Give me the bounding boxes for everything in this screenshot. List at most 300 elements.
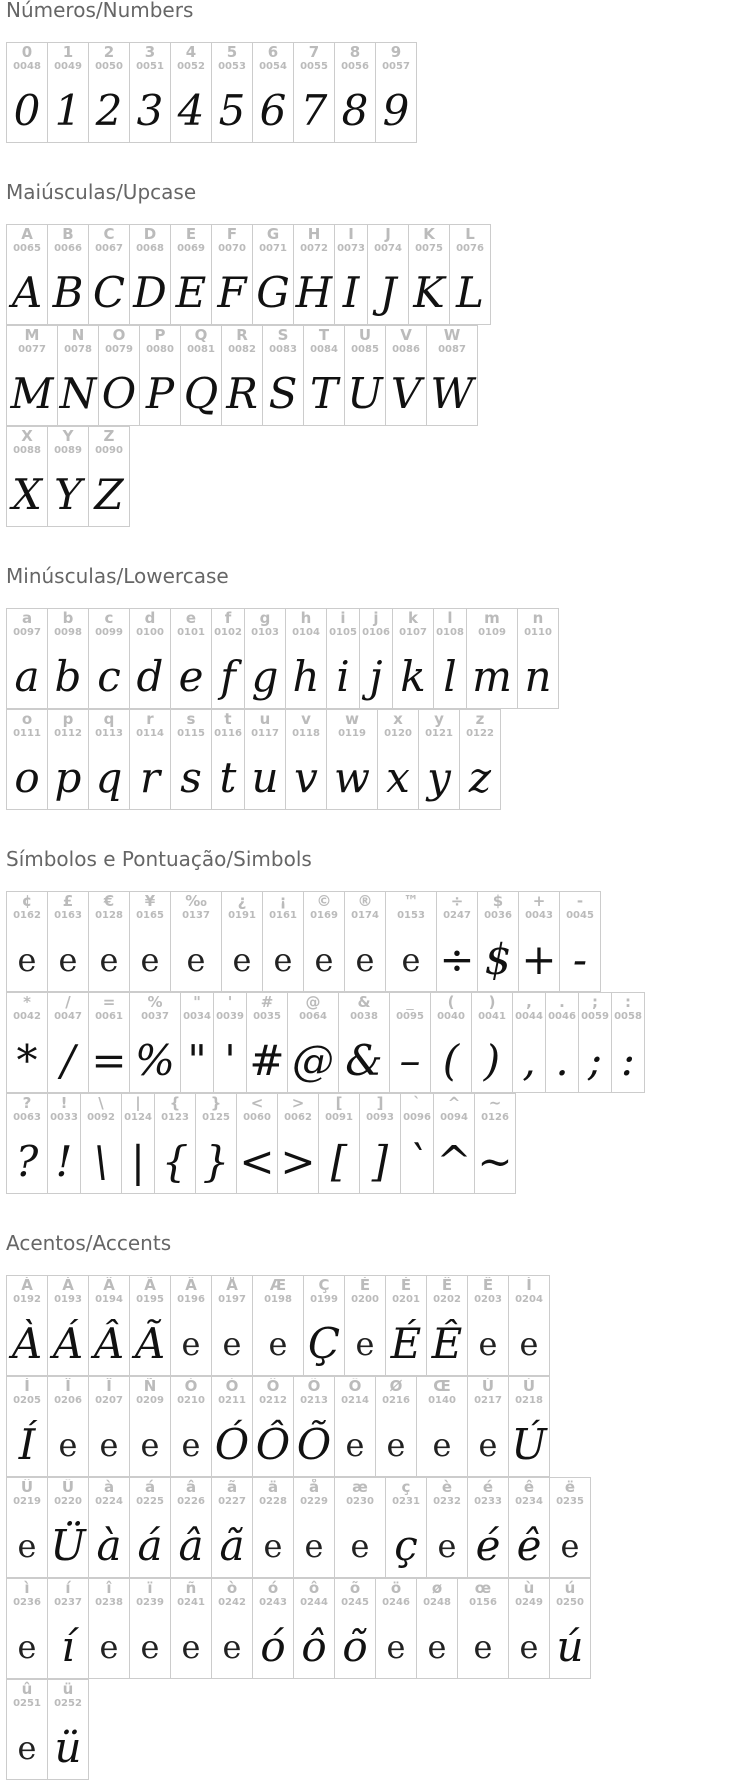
glyph-code: 0207 — [95, 1395, 123, 1406]
glyph-label: < — [250, 1095, 264, 1111]
glyph-code: 0126 — [481, 1112, 509, 1123]
glyph-label: œ — [474, 1580, 492, 1596]
glyph-cell — [416, 1376, 468, 1477]
glyph-cell — [170, 891, 222, 992]
glyph-cell — [512, 992, 546, 1093]
glyph-sample: * — [16, 1036, 38, 1085]
glyph-code: 0038 — [350, 1011, 378, 1022]
glyph-code: 0093 — [366, 1112, 394, 1123]
glyph-code: 0057 — [382, 61, 410, 72]
glyph-label: ù — [523, 1580, 535, 1596]
glyph-sample: à — [96, 1521, 122, 1570]
glyph-code: 0064 — [299, 1011, 327, 1022]
glyph-code: 0094 — [440, 1112, 468, 1123]
glyph-sample: z — [468, 753, 492, 802]
glyph-cell — [252, 224, 294, 325]
glyph-label: z — [475, 711, 485, 727]
glyph-cell — [129, 992, 181, 1093]
glyph-cell — [170, 709, 212, 810]
glyph-label: y — [434, 711, 444, 727]
glyph-label: ê — [523, 1479, 535, 1495]
glyph-sample: { — [161, 1137, 189, 1186]
glyph-cell — [6, 325, 58, 426]
glyph-label: å — [308, 1479, 320, 1495]
glyph-sample: w — [334, 753, 370, 802]
glyph-label: 1 — [62, 44, 74, 60]
glyph-cell — [375, 42, 417, 143]
glyph-code: 0128 — [95, 910, 123, 921]
glyph-code: 0075 — [415, 243, 443, 254]
glyph-label: " — [193, 994, 201, 1010]
glyph-cell — [47, 608, 89, 709]
glyph-label: ; — [592, 994, 598, 1010]
glyph-label: T — [318, 327, 330, 343]
glyph-label: - — [576, 893, 584, 909]
glyph-code: 0035 — [253, 1011, 281, 1022]
glyph-cell — [262, 325, 304, 426]
glyph-code: 0211 — [218, 1395, 246, 1406]
glyph-sample: i — [336, 652, 350, 701]
glyph-sample: e — [17, 1729, 37, 1767]
glyph-sample: : — [620, 1036, 636, 1085]
glyph-code: 0137 — [182, 910, 210, 921]
glyph-cell — [180, 325, 222, 426]
glyph-label: S — [277, 327, 289, 343]
glyph-cell — [88, 1578, 130, 1679]
glyph-code: 0091 — [325, 1112, 353, 1123]
glyph-label: w — [345, 711, 359, 727]
glyph-label: 8 — [349, 44, 361, 60]
glyph-sample: e — [432, 1426, 452, 1464]
glyph-label: d — [144, 610, 156, 626]
glyph-label: H — [307, 226, 321, 242]
glyph-sample: ~ — [477, 1137, 513, 1186]
glyph-label: ( — [447, 994, 455, 1010]
glyph-cell — [6, 1376, 48, 1477]
glyph-sample: % — [135, 1036, 175, 1085]
glyph-label: ¡ — [279, 893, 287, 909]
glyph-cell — [559, 891, 601, 992]
glyph-code: 0056 — [341, 61, 369, 72]
glyph-sample: Ú — [511, 1420, 547, 1469]
glyph-label: ¿ — [237, 893, 247, 909]
glyph-label: ÷ — [450, 893, 464, 909]
glyph-sample: | — [130, 1137, 146, 1186]
glyph-sample: y — [427, 753, 451, 802]
glyph-code: 0040 — [437, 1011, 465, 1022]
glyph-sample: Z — [94, 470, 124, 519]
glyph-sample: Ç — [307, 1319, 341, 1368]
glyph-sample: e — [17, 1527, 37, 1565]
glyph-sample: b — [54, 652, 82, 701]
glyph-label: k — [408, 610, 418, 626]
glyph-code: 0052 — [177, 61, 205, 72]
glyph-code: 0079 — [105, 344, 133, 355]
glyph-label: õ — [349, 1580, 361, 1596]
glyph-label: V — [400, 327, 412, 343]
glyph-cell — [211, 608, 245, 709]
glyph-sample: ó — [260, 1622, 286, 1671]
glyph-label: Õ — [307, 1378, 321, 1394]
glyph-code: 0217 — [474, 1395, 502, 1406]
glyph-code: 0050 — [95, 61, 123, 72]
glyph-cell — [6, 992, 48, 1093]
glyph-sample: ) — [483, 1036, 501, 1085]
glyph-sample: K — [413, 268, 445, 317]
glyph-label: { — [169, 1095, 181, 1111]
glyph-code: 0058 — [614, 1011, 642, 1022]
glyph-cell — [129, 42, 171, 143]
glyph-cell — [6, 1477, 48, 1578]
glyph-label: é — [482, 1479, 494, 1495]
glyph-label: D — [143, 226, 157, 242]
glyph-cell — [359, 1093, 401, 1194]
glyph-label: Î — [65, 1378, 71, 1394]
glyph-label: i — [340, 610, 346, 626]
glyph-sample: Y — [54, 470, 82, 519]
glyph-code: 0241 — [177, 1597, 205, 1608]
glyph-cell — [47, 1376, 89, 1477]
glyph-label: J — [385, 226, 391, 242]
glyph-cell — [344, 325, 386, 426]
glyph-cell — [154, 1093, 196, 1194]
glyph-sample: O — [101, 369, 137, 418]
glyph-cell — [471, 992, 513, 1093]
glyph-sample: " — [187, 1036, 207, 1085]
glyph-code: 0044 — [515, 1011, 543, 1022]
glyph-label: \ — [98, 1095, 104, 1111]
glyph-code: 0034 — [183, 1011, 211, 1022]
glyph-code: 0200 — [351, 1294, 379, 1305]
glyph-code: 0216 — [382, 1395, 410, 1406]
glyph-label: m — [484, 610, 500, 626]
glyph-sample: é — [475, 1521, 501, 1570]
glyph-label: R — [236, 327, 248, 343]
glyph-code: 0247 — [443, 910, 471, 921]
upcase-row-1 — [6, 224, 491, 325]
glyph-code: 0246 — [382, 1597, 410, 1608]
glyph-code: 0115 — [177, 728, 205, 739]
glyph-cell — [303, 325, 345, 426]
glyph-label: æ — [352, 1479, 368, 1495]
glyph-cell — [88, 709, 130, 810]
glyph-sample: \ — [93, 1137, 109, 1186]
glyph-label: B — [62, 226, 74, 242]
glyph-code: 0116 — [214, 728, 242, 739]
glyph-sample: Á — [52, 1319, 84, 1368]
glyph-sample: r — [139, 753, 161, 802]
glyph-sample: e — [58, 1426, 78, 1464]
glyph-cell — [129, 608, 171, 709]
glyph-label: = — [102, 994, 116, 1010]
glyph-cell — [518, 891, 560, 992]
glyph-label: â — [185, 1479, 197, 1495]
glyph-label: A — [21, 226, 33, 242]
glyph-code: 0202 — [433, 1294, 461, 1305]
glyph-label: 6 — [267, 44, 279, 60]
glyph-cell — [508, 1275, 550, 1376]
glyph-code: 0251 — [13, 1698, 41, 1709]
glyph-code: 0213 — [300, 1395, 328, 1406]
glyph-code: 0066 — [54, 243, 82, 254]
glyph-code: 0233 — [474, 1496, 502, 1507]
glyph-sample: e — [263, 1527, 283, 1565]
glyph-label: È — [359, 1277, 371, 1293]
glyph-sample: e — [232, 941, 252, 979]
glyph-cell — [6, 1275, 48, 1376]
glyph-code: 0077 — [18, 344, 46, 355]
glyph-sample: ú — [556, 1622, 584, 1671]
glyph-label: [ — [335, 1095, 343, 1111]
glyph-code: 0122 — [466, 728, 494, 739]
glyph-cell — [211, 709, 245, 810]
symbols-row-1 — [6, 891, 601, 992]
glyph-code: 0114 — [136, 728, 164, 739]
glyph-cell — [88, 1477, 130, 1578]
glyph-cell — [277, 1093, 319, 1194]
glyph-label: ô — [308, 1580, 320, 1596]
glyph-code: 0045 — [566, 910, 594, 921]
glyph-label: Ó — [225, 1378, 239, 1394]
glyph-sample: m — [472, 652, 512, 701]
glyph-cell — [285, 608, 327, 709]
glyph-label: Ñ — [143, 1378, 157, 1394]
glyph-sample: 0 — [13, 86, 41, 135]
glyph-label: | — [135, 1095, 141, 1111]
glyph-cell — [129, 1376, 171, 1477]
symbols-row-2 — [6, 992, 645, 1093]
glyph-cell — [6, 224, 48, 325]
glyph-sample: í — [61, 1622, 75, 1671]
glyph-label: $ — [492, 893, 504, 909]
glyph-code: 0083 — [269, 344, 297, 355]
glyph-code: 0106 — [362, 627, 390, 638]
accents-row-5 — [6, 1679, 89, 1780]
glyph-code: 0090 — [95, 445, 123, 456]
glyph-code: 0109 — [478, 627, 506, 638]
glyph-cell — [47, 1578, 89, 1679]
glyph-label: ) — [488, 994, 496, 1010]
glyph-label: t — [224, 711, 232, 727]
glyph-sample: e — [478, 1426, 498, 1464]
glyph-sample: e — [345, 1426, 365, 1464]
glyph-cell — [129, 709, 171, 810]
glyph-sample: e — [519, 1628, 539, 1666]
glyph-sample: q — [95, 753, 123, 802]
glyph-label: ø — [431, 1580, 443, 1596]
glyph-cell — [221, 891, 263, 992]
glyph-cell — [211, 42, 253, 143]
glyph-code: 0096 — [403, 1112, 431, 1123]
glyph-sample: e — [58, 941, 78, 979]
glyph-label: ] — [376, 1095, 384, 1111]
glyph-code: 0088 — [13, 445, 41, 456]
glyph-sample: c — [97, 652, 121, 701]
glyph-cell — [211, 1376, 253, 1477]
glyph-sample: U — [347, 369, 383, 418]
glyph-cell — [426, 1275, 468, 1376]
glyph-label: r — [146, 711, 154, 727]
glyph-sample: @ — [292, 1036, 334, 1085]
glyph-cell — [6, 1093, 48, 1194]
glyph-sample: 1 — [54, 86, 82, 135]
glyph-sample: T — [309, 369, 338, 418]
glyph-sample: 4 — [177, 86, 205, 135]
glyph-code: 0061 — [95, 1011, 123, 1022]
glyph-sample: ! — [55, 1137, 73, 1186]
glyph-code: 0099 — [95, 627, 123, 638]
glyph-cell — [129, 1477, 171, 1578]
glyph-cell — [508, 1376, 550, 1477]
glyph-sample: D — [133, 268, 167, 317]
glyph-label: ó — [267, 1580, 279, 1596]
glyph-sample: e — [519, 1325, 539, 1363]
glyph-sample: o — [14, 753, 40, 802]
glyph-label: G — [266, 226, 280, 242]
glyph-code: 0203 — [474, 1294, 502, 1305]
glyph-sample: À — [11, 1319, 43, 1368]
glyph-label: / — [65, 994, 71, 1010]
glyph-cell — [385, 1275, 427, 1376]
glyph-sample: õ — [342, 1622, 368, 1671]
glyph-label: ® — [357, 893, 373, 909]
glyph-cell — [88, 891, 130, 992]
accents-row-4 — [6, 1578, 591, 1679]
glyph-label: í — [65, 1580, 71, 1596]
glyph-label: Æ — [269, 1277, 287, 1293]
glyph-sample: e — [17, 1628, 37, 1666]
glyph-code: 0204 — [515, 1294, 543, 1305]
glyph-sample: ÷ — [439, 935, 475, 984]
glyph-cell — [236, 1093, 278, 1194]
glyph-label: Ê — [441, 1277, 453, 1293]
glyph-cell — [426, 325, 478, 426]
glyph-label: ì — [24, 1580, 30, 1596]
glyph-sample: B — [52, 268, 84, 317]
glyph-cell — [334, 1376, 376, 1477]
glyph-code: 0084 — [310, 344, 338, 355]
glyph-label: ü — [62, 1681, 74, 1697]
section-title-lowercase: Minúsculas/Lowercase — [6, 564, 229, 588]
glyph-cell — [436, 891, 478, 992]
glyph-code: 0198 — [264, 1294, 292, 1305]
glyph-label: à — [103, 1479, 115, 1495]
glyph-sample: = — [91, 1036, 127, 1085]
glyph-sample: W — [430, 369, 474, 418]
glyph-sample: k — [400, 652, 426, 701]
glyph-cell — [377, 709, 419, 810]
glyph-code: 0192 — [13, 1294, 41, 1305]
glyph-cell — [338, 992, 390, 1093]
glyph-code: 0100 — [136, 627, 164, 638]
glyph-code: 0231 — [392, 1496, 420, 1507]
glyph-label: Á — [62, 1277, 74, 1293]
glyph-cell — [466, 608, 518, 709]
glyph-cell — [170, 42, 212, 143]
glyph-code: 0224 — [95, 1496, 123, 1507]
glyph-cell — [293, 1578, 335, 1679]
glyph-code: 0244 — [300, 1597, 328, 1608]
glyph-label: ? — [22, 1095, 32, 1111]
glyph-sample: l — [443, 652, 457, 701]
glyph-cell — [246, 992, 288, 1093]
glyph-cell — [578, 992, 612, 1093]
glyph-cell — [293, 1477, 335, 1578]
glyph-label: ¢ — [21, 893, 33, 909]
glyph-label: Ö — [348, 1378, 362, 1394]
glyph-code: 0165 — [136, 910, 164, 921]
glyph-sample: e — [181, 1628, 201, 1666]
glyph-cell — [47, 1275, 89, 1376]
glyph-sample: 6 — [259, 86, 287, 135]
glyph-sample: ^ — [436, 1137, 472, 1186]
glyph-label: : — [625, 994, 631, 1010]
glyph-code: 0085 — [351, 344, 379, 355]
glyph-label: É — [400, 1277, 412, 1293]
glyph-sample: Ó — [214, 1420, 250, 1469]
glyph-sample: Q — [183, 369, 219, 418]
glyph-cell — [57, 325, 99, 426]
glyph-label: I — [348, 226, 354, 242]
glyph-label: Å — [226, 1277, 238, 1293]
glyph-label: 5 — [226, 44, 238, 60]
glyph-code: 0112 — [54, 728, 82, 739]
glyph-sample: e — [355, 1325, 375, 1363]
glyph-sample: e — [350, 1527, 370, 1565]
glyph-sample: e — [222, 1325, 242, 1363]
glyph-sample: / — [60, 1036, 76, 1085]
glyph-sample: L — [456, 268, 484, 317]
glyph-label: p — [62, 711, 74, 727]
glyph-label: À — [21, 1277, 33, 1293]
glyph-label: Û — [20, 1479, 34, 1495]
glyph-label: © — [316, 893, 332, 909]
glyph-code: 0153 — [397, 910, 425, 921]
glyph-cell — [88, 42, 130, 143]
glyph-label: X — [21, 428, 33, 444]
glyph-code: 0140 — [428, 1395, 456, 1406]
glyph-label: ‰ — [185, 893, 207, 909]
glyph-sample: , — [522, 1036, 536, 1085]
glyph-label: b — [62, 610, 74, 626]
glyph-cell — [418, 709, 460, 810]
glyph-code: 0232 — [433, 1496, 461, 1507]
glyph-cell — [252, 1376, 294, 1477]
glyph-sample: Ô — [255, 1420, 291, 1469]
glyph-cell — [318, 1093, 360, 1194]
glyph-cell — [47, 1679, 89, 1780]
glyph-cell — [334, 224, 368, 325]
upcase-row-2 — [6, 325, 478, 426]
glyph-label: . — [559, 994, 565, 1010]
glyph-cell — [545, 992, 579, 1093]
glyph-cell — [170, 608, 212, 709]
glyph-code: 0086 — [392, 344, 420, 355]
glyph-code: 0219 — [13, 1496, 41, 1507]
glyph-cell — [293, 224, 335, 325]
glyph-label: Ç — [318, 1277, 330, 1293]
glyph-cell — [6, 1578, 48, 1679]
glyph-code: 0226 — [177, 1496, 205, 1507]
glyph-code: 0039 — [216, 1011, 244, 1022]
glyph-cell — [433, 1093, 475, 1194]
glyph-sample: ? — [15, 1137, 39, 1186]
glyph-cell — [47, 709, 89, 810]
glyph-label: Ò — [184, 1378, 198, 1394]
glyph-sample: - — [572, 935, 588, 984]
glyph-label: Ä — [185, 1277, 197, 1293]
glyph-label: á — [144, 1479, 156, 1495]
